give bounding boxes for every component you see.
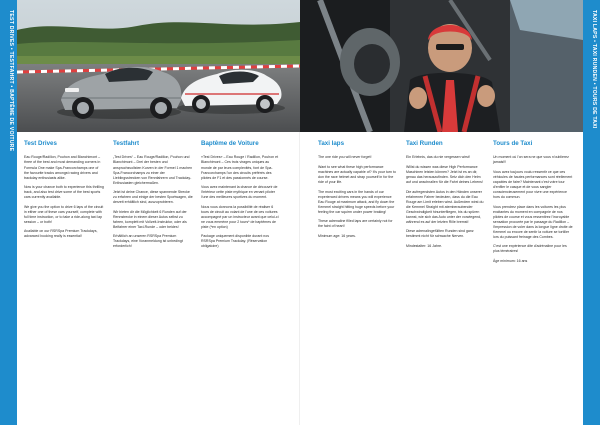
column-bapteme-de-voiture [201,140,281,254]
column-paragraph: Jetzt ist deine Chance, diese spannende Strecke zu erfahren und einige der besten Sportwagen, die derzeit erhältlich sind, auszuprobieren. [113,190,193,205]
column-paragraph: Available on our RSRSpa Premium Trackdays, advanced booking really is essential! [24,229,98,239]
column-paragraph: The one ride you will never forget! [318,155,372,160]
column-paragraph: Diese adrenalingefüllten Runden sind ganz bestimmt nicht für schwache Nerven. [406,229,474,239]
column-testfahrt [113,140,193,254]
column-paragraph: Mindestalter: 16 Jahre. [406,243,443,248]
column-paragraph: Un moment où l'on sera ne que vous n'oublierez jamais!!! [493,155,569,165]
column-paragraph: Now is your chance both to experience this thrilling track, and also test drive some of the best sports cars currently available. [24,185,104,200]
column-paragraph: Vous prendrez place dans les voitures les plus excitantes du moment en compagnie de nos pilotes de course et vous ressentirez l'incroyable sensation procurée par le passage du Radillon – l'impression de voler dans la longue ligne droite de Kemmel ou encore de sentir la voiture se tortiller lors du puissant freinage des Combes. [493,204,573,239]
column-paragraph: Wir bieten dir die Möglichkeit 6 Runden auf der Rennstrecke in einem dieser Autos selbst zu fahren, komplett mit Vollzeit-Instruktor, oder als Beifahrer einer Taxi-Runde – oder beides! [113,209,187,229]
column-paragraph: C'est une expérience dite d'adrénaline pour les plus téméraires! [493,244,567,254]
column-paragraph: The most exciting cars in the hands of our experienced drivers means you will experience Eau Rouge at maximum attack, and fly down the Kemmel straight hitting huge speeds before your feeling the car squirm under power braking! [318,189,395,214]
column-paragraph: Âge minimum: 16 ans [493,258,528,263]
driver-and-passenger-thumbs-up-in-race-car-cockpit-photo [300,0,583,132]
left-side-band [0,0,17,425]
column-heading: Baptême de Voiture [201,140,259,147]
column-paragraph: Willst du wissen was diese High Performance Maschinen leisten können? Jetzt ist es an dir, genau das herauszufinden. Setz dich den Helm auf und anschnallen für die Fahrt deines Lebens! [406,164,483,185]
race-cars-photo [17,0,300,132]
right-band-title: TAXI LAPS • TAXI RUNDEN • TOURS DE TAXI [591,10,597,129]
column-paragraph: We give you the option to drive 6 laps of the circuit in either one of these cars yourself, complete with full time instruction, or to take a ride-along taxi lap session – or both! [24,204,104,224]
column-taxi-laps [318,140,398,243]
column-test-drives [24,140,104,244]
column-paragraph: Minimum age: 16 years. [318,233,356,238]
left-band-title: TEST DRIVES • TESTFAHRT • BAPTÊME DE VOITURE [8,10,14,152]
column-paragraph: Package uniquement disponible durant nos RSRSpa Premium Trackday. (Réservation obligatoire) [201,234,270,249]
white-porsche-cayman-gt4-and-porsche-911-gt3-on-race-track-photo [17,0,300,132]
page-gutter [299,132,300,425]
cockpit-photo [300,0,583,132]
column-paragraph: Die aufregendsten Autos in den Händen unserer erfahrenen Fahrer bedeuten, dass du die Eau Rouge am Limit erleben wirst. Außerdem wirst du die Kemmel Straight mit atemberaubender Geschwindigkeit hinunterfliegen, bis du spüren kannst, wie sich das Auto unter der vorwiegend, während es auf der letzten Rille bremst! [406,189,484,224]
right-side-band [583,0,600,425]
column-tours-de-taxi [493,140,573,269]
column-paragraph: „Test Drives“ – Eau Rouge/Radillon, Pouhon und Blanchimont – Drei der besten und anspruchsvollsten Kurven in der Formel 1 machen Spa-Francorchamps zu einer der Lieblingsstrecken von Rennfahrern und Trackday-Enthusiasten gleichermaßen. [113,155,193,185]
column-heading: Testfahrt [113,140,140,147]
column-paragraph: Want to see what these high performance machines are actually capable of? It's your turn to don the race helmet and strap yourself in for the ride of your life. [318,164,396,185]
column-paragraph: «Test Drives» – Eau Rouge / Radillon, Pouhon et Blanchimont – Ces trois virages uniques au monde de par leurs complexités, font de Spa-Francorchamps l'un des circuits préférés des pilotes de F1 et des passionnés de course. [201,155,279,180]
column-paragraph: Vous avez toujours voulu ressentir ce que ces véhicules de hautes performances sont réellement capables de faire? Maintenant c'est votre tour d'enfiler le casque et de vous sangler consciencieusement pour vivre une expérience hors du commun. [493,170,573,200]
column-heading: Test Drives [24,140,57,147]
column-taxi-runden [406,140,486,253]
column-heading: Taxi Runden [406,140,443,147]
column-paragraph: Ein Erlebnis, das du nie vergessen wirst! [406,155,470,160]
column-heading: Taxi laps [318,140,345,147]
column-paragraph: Nous vous donnons la possibilité de réaliser 6 tours de circuit au volant de l'une de ces voitures accompagné par un instructeur avant que celui-ci ne vous emmène pour 2 tours* de baptêmes de piste (*en option) [201,204,279,229]
column-paragraph: Eau Rouge/Radillon, Pouhon and Blanchimont – three of the best and most demanding corners in Formula One make Spa-Francorchamps one of the favourite tracks amongst racing drivers and trackday enthusiasts alike. [24,155,101,180]
column-paragraph: Erhältlich an unseren RSRSpa Premium Trackdays, eine Voranmeldung ist unbedingt erforderlich! [113,234,183,249]
column-heading: Tours de Taxi [493,140,533,147]
column-paragraph: Vous avez maintenant la chance de découvrir de l'intérieur cette piste mythique en venant piloter l'une des meilleures sportives du moment. [201,185,278,200]
column-paragraph: These adrenaline filled laps are certainly not for the faint of heart! [318,219,393,229]
